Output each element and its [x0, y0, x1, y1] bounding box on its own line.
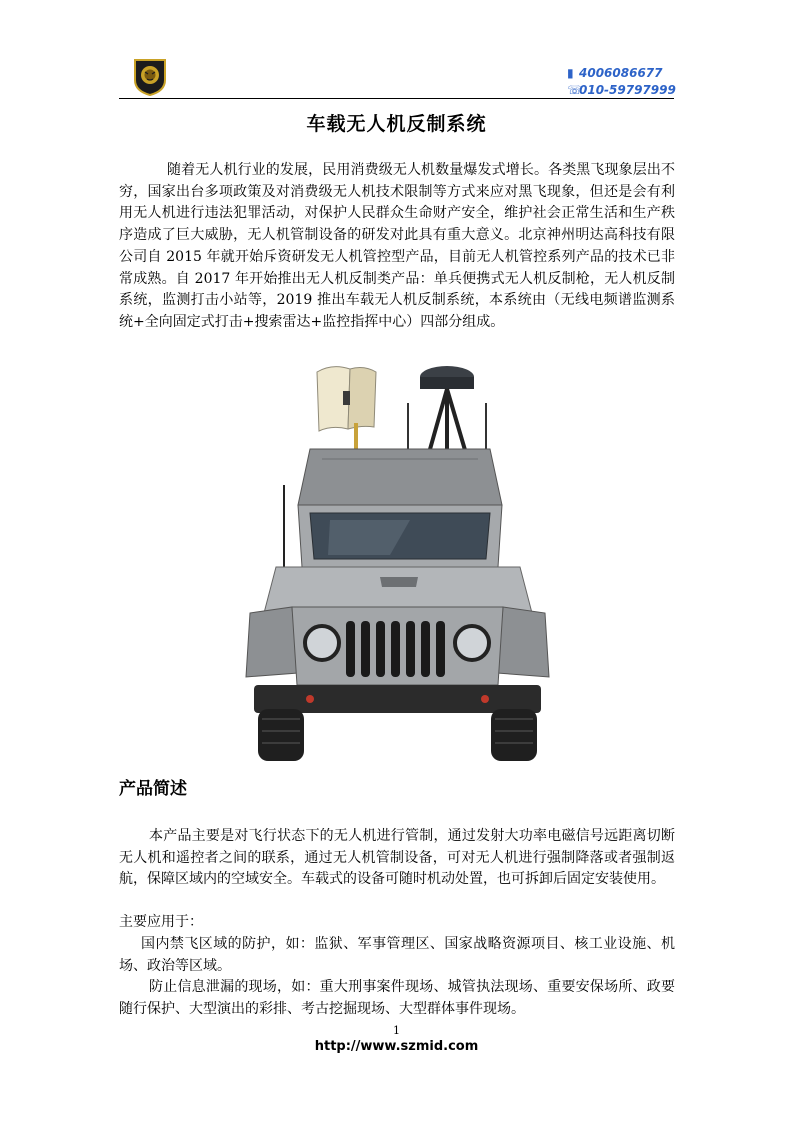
- page-number: 1: [393, 1024, 400, 1037]
- section-heading: 产品简述: [119, 779, 187, 799]
- lion-crest-icon: [133, 58, 167, 96]
- footer-url[interactable]: http://www.szmid.com: [314, 1039, 479, 1054]
- intro-paragraph: 随着无人机行业的发展，民用消费级无人机数量爆发式增长。各类黑飞现象层出不穷，国家出台多项政策及对消费级无人机技术限制等方式来应对黑飞现象，但还是会有利用无人机进行违法犯罪活动，对保护人民群众生命财产安全，维护社会正常生活和生产秩序造成了巨大威胁，无人机管制设备的研发对此具有重大意义。北京神州明达高科技有限公司自 2015 年就开始斥资研发无人机管控型产品，目前无人机管控系列产品的技术已非常成熟。自 2017 年开始推出无人机反制类产品：单兵便携式无人机反制枪，无人机反制系统，监测打击小站等，2019 推出车载无人机反制系统，本系统由（无线电频谱监测系统+全向固定式打击+搜索雷达+监控指挥中心）四部分组成。: [119, 162, 675, 330]
- telephone-icon: ☏: [567, 83, 583, 97]
- company-logo: [133, 58, 167, 96]
- mobile-phone-icon: ▮: [567, 66, 574, 80]
- header-telephone: ☏010-59797999: [567, 83, 676, 97]
- product-description: 本产品主要是对飞行状态下的无人机进行管制，通过发射大功率电磁信号远距离切断无人机和遥控者之间的联系，通过无人机管制设备，可对无人机进行强制降落或者强制返航，保障区域内的空域安全。车载式的设备可随时机动处置，也可拆卸后固定安装使用。: [119, 828, 675, 888]
- applications-label: 主要应用于：: [119, 914, 203, 930]
- document-title: 车载无人机反制系统: [306, 113, 487, 135]
- vehicle-mounted-counter-drone-system-icon: [240, 355, 555, 767]
- header-divider: [119, 98, 674, 99]
- header-phone: ▮ 4006086677: [567, 66, 663, 80]
- vehicle-illustration: [240, 355, 555, 767]
- application-item: 防止信息泄漏的现场，如：重大刑事案件现场、城管执法现场、重要安保场所、政要随行保护、大型演出的彩排、考古挖掘现场、大型群体事件现场。: [119, 979, 675, 1017]
- application-item: 国内禁飞区域的防护，如：监狱、军事管理区、国家战略资源项目、核工业设施、机场、政治等区域。: [119, 936, 675, 974]
